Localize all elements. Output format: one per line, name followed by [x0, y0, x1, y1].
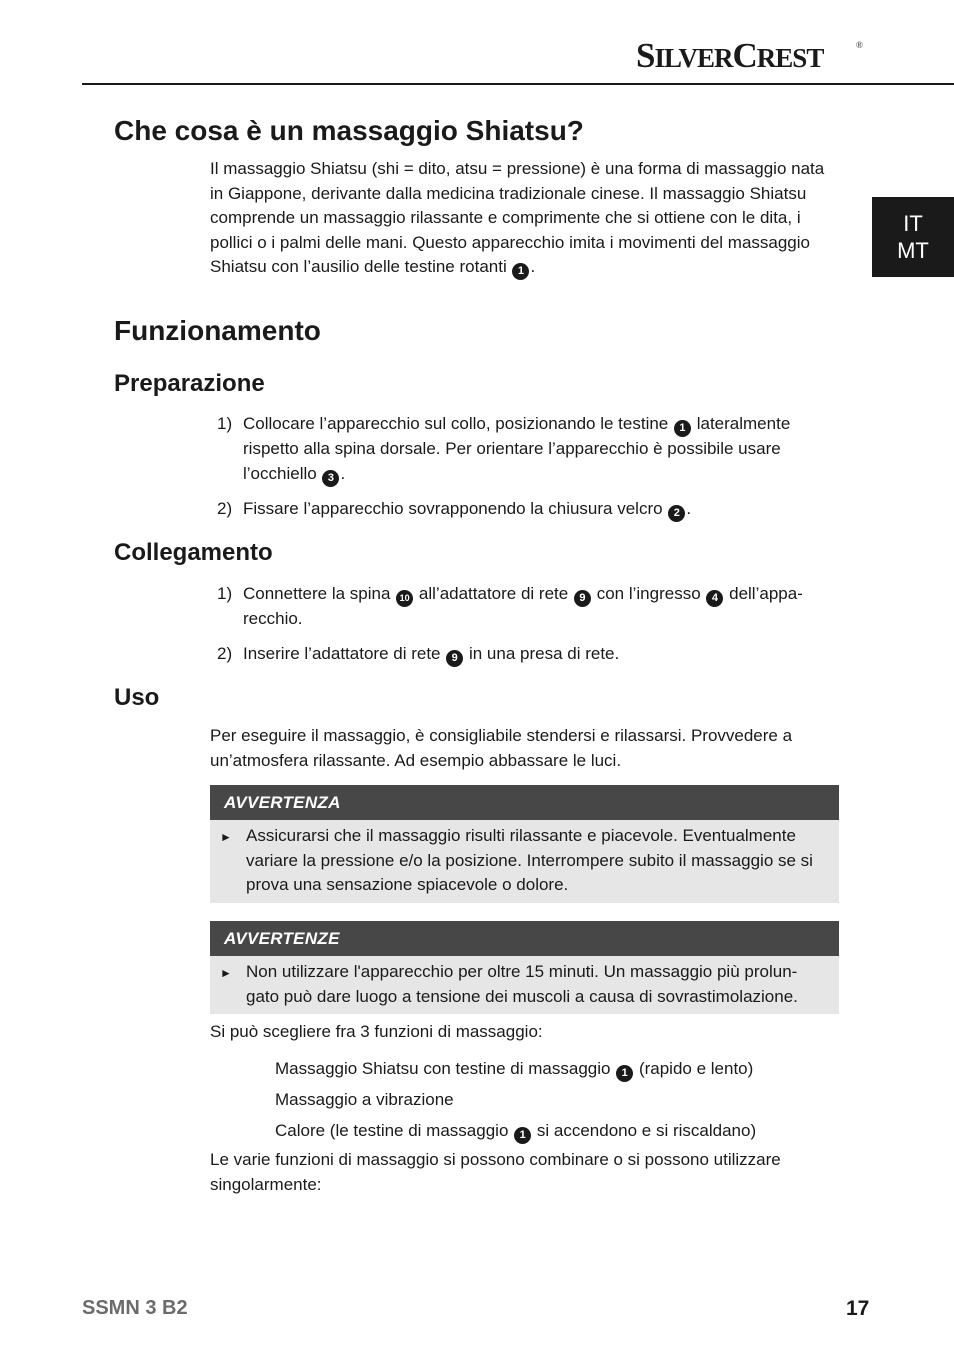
step-text: Connettere la spina	[243, 584, 391, 603]
language-code-mt: MT	[897, 238, 929, 263]
function-text: si accendono e si riscaldano)	[536, 1121, 757, 1140]
language-code-it: IT	[903, 211, 923, 236]
ref-marker: 1	[616, 1065, 633, 1082]
list-item	[210, 582, 840, 632]
function-text: Massaggio a vibrazione	[275, 1090, 454, 1109]
warning-title: AVVERTENZA	[210, 785, 839, 820]
list-item	[210, 642, 840, 667]
footer-model: SSMN 3 B2	[82, 1297, 188, 1319]
arrow-icon: ►	[220, 830, 232, 844]
ref-marker: 4	[706, 590, 723, 607]
function-text: Calore (le testine di massaggio	[275, 1121, 509, 1140]
heading-uso: Uso	[114, 684, 160, 711]
list-item	[275, 1057, 756, 1088]
step-text: Inserire l’adattatore di rete	[243, 643, 441, 663]
preparazione-steps	[210, 412, 840, 532]
page-number: 17	[846, 1297, 870, 1320]
collegamento-steps	[210, 582, 840, 677]
ref-marker: 1	[514, 1127, 531, 1144]
step-number: 1)	[217, 414, 233, 433]
step-text: Collocare l’apparecchio sul collo, posizionando le testine	[243, 414, 669, 433]
step-text: in una presa di rete.	[468, 643, 620, 663]
ref-marker: 9	[446, 650, 463, 667]
warning-box	[210, 921, 839, 1014]
step-text: dell’appa-recchio.	[243, 584, 803, 628]
uso-intro: Per eseguire il massaggio, è consigliabile stendersi e rilassarsi. Provvedere a un’atmosfera rilassante. Ad esempio abbassare le luci.	[210, 726, 793, 770]
heading-shiatsu: Che cosa è un massaggio Shiatsu?	[114, 115, 584, 146]
warning-title: AVVERTENZE	[210, 921, 839, 956]
arrow-icon: ►	[220, 966, 232, 980]
warning-body	[210, 820, 839, 903]
functions-intro: Si può scegliere fra 3 funzioni di massaggio:	[210, 1022, 543, 1041]
heading-preparazione: Preparazione	[114, 370, 265, 397]
ref-marker: 3	[322, 470, 339, 487]
step-text: con l’ingresso	[596, 584, 701, 603]
list-item	[210, 412, 840, 487]
heading-collegamento: Collegamento	[114, 539, 273, 566]
step-text: all’adattatore di rete	[418, 584, 569, 603]
warning-body	[210, 956, 839, 1014]
list-item	[275, 1088, 756, 1119]
logo-wordmark	[636, 34, 864, 74]
step-number: 2)	[217, 643, 233, 663]
warning-text: Non utilizzare l'apparecchio per oltre 15 minuti. Un massaggio più prolun-gato può dare luogo a tensione dei muscoli a causa di sovrastimolazione.	[246, 962, 798, 1006]
list-item	[210, 497, 840, 522]
shiatsu-paragraph	[210, 157, 835, 280]
step-number: 1)	[217, 584, 233, 603]
step-text: .	[340, 463, 346, 483]
step-text: lateralmente rispetto alla spina dorsale. Per orientare l’apparecchio è possibile usare l’occhiello	[243, 414, 791, 483]
sentence-end: .	[530, 257, 536, 276]
language-tab	[872, 197, 954, 277]
ref-marker: 1	[674, 420, 691, 437]
shiatsu-text: Il massaggio Shiatsu (shi = dito, atsu = pressione) è una forma di massaggio nata in Giappone, derivante dalla medicina tradizionale cinese. Il massaggio Shiatsu comprende un massaggio rilassante e comprimente che si ottiene con le dita, i pollici o i palmi delle mani. Questo apparecchio imita i movimenti del massaggio Shiatsu con l’ausilio delle testine rotanti	[210, 159, 825, 276]
step-text: Fissare l’apparecchio sovrapponendo la chiusura velcro	[243, 498, 663, 518]
ref-marker: 2	[668, 505, 685, 522]
warning-box	[210, 785, 839, 903]
ref-marker: 10	[396, 590, 413, 607]
step-number: 2)	[217, 498, 233, 518]
function-text: (rapido e lento)	[638, 1059, 754, 1078]
function-text: Massaggio Shiatsu con testine di massaggio	[275, 1059, 611, 1078]
list-item	[275, 1119, 756, 1150]
svg-text:SILVERCREST: SILVERCREST	[636, 36, 824, 74]
ref-marker: 1	[512, 263, 529, 280]
functions-list	[275, 1057, 756, 1150]
uso-outro: Le varie funzioni di massaggio si possono combinare o si possono utilizzare singolarmente:	[210, 1150, 781, 1194]
step-text: .	[686, 498, 692, 518]
ref-marker: 9	[574, 590, 591, 607]
heading-funzionamento: Funzionamento	[114, 315, 321, 346]
silvercrest-logo	[636, 34, 864, 74]
svg-text:®: ®	[856, 40, 863, 50]
header-rule	[82, 83, 954, 85]
warning-text: Assicurarsi che il massaggio risulti rilassante e piacevole. Eventualmente variare la pressione e/o la posizione. Interrompere subito il massaggio se si prova una sensazione spiacevole o dolore.	[246, 826, 813, 894]
